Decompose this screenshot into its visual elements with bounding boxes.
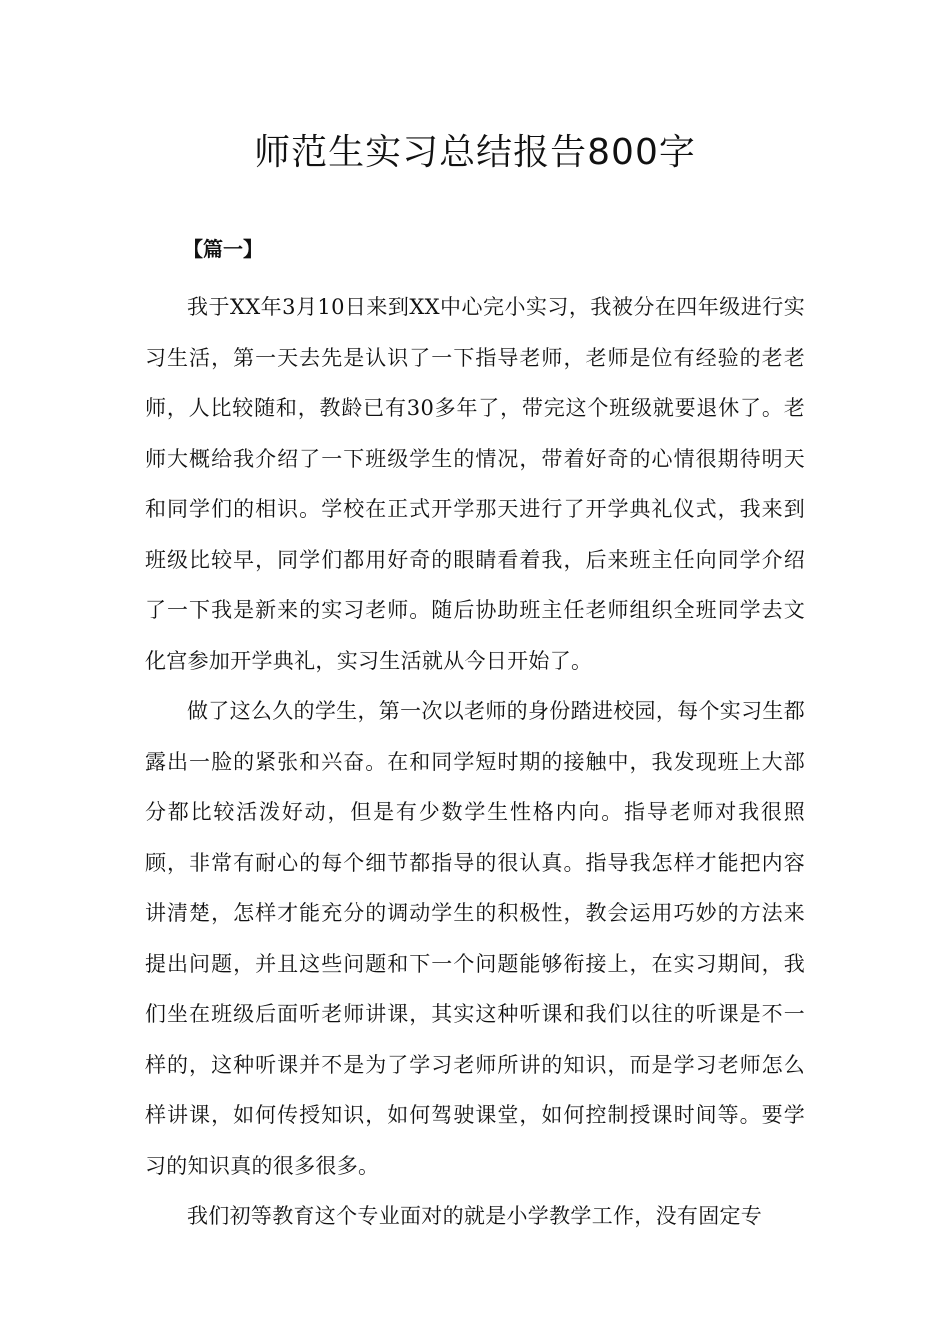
paragraph-3: 我们初等教育这个专业面对的就是小学教学工作，没有固定专 [187,1204,763,1228]
section-label: 【篇一】 [183,237,263,261]
document-body [145,282,805,1242]
paragraph-1: 我于XX年3月10日来到XX中心完小实习，我被分在四年级进行实习生活，第一天去先是认识了一下指导老师，老师是位有经验的老老师，人比较随和，教龄已有30多年了，带完这个班级就要退休了。老师大概给我介绍了一下班级学生的情况，带着好奇的心情很期待明天和同学们的相识。学校在正式开学那天进行了开学典礼仪式，我来到班级比较早，同学们都用好奇的眼睛看着我，后来班主任向同学介绍了一下我是新来的实习老师。随后协助班主任老师组织全班同学去文化宫参加开学典礼，实习生活就从今日开始了。 [145,295,805,673]
paragraph-2: 做了这么久的学生，第一次以老师的身份踏进校园，每个实习生都露出一脸的紧张和兴奋。在和同学短时期的接触中，我发现班上大部分都比较活泼好动，但是有少数学生性格内向。指导老师对我很照顾，非常有耐心的每个细节都指导的很认真。指导我怎样才能把内容讲清楚，怎样才能充分的调动学生的积极性，教会运用巧妙的方法来提出问题，并且这些问题和下一个问题能够衔接上，在实习期间，我们坐在班级后面听老师讲课，其实这种听课和我们以往的听课是不一样的，这种听课并不是为了学习老师所讲的知识，而是学习老师怎么样讲课，如何传授知识，如何驾驶课堂，如何控制授课时间等。要学习的知识真的很多很多。 [145,699,805,1178]
document-title: 师范生实习总结报告800字 [254,132,696,173]
